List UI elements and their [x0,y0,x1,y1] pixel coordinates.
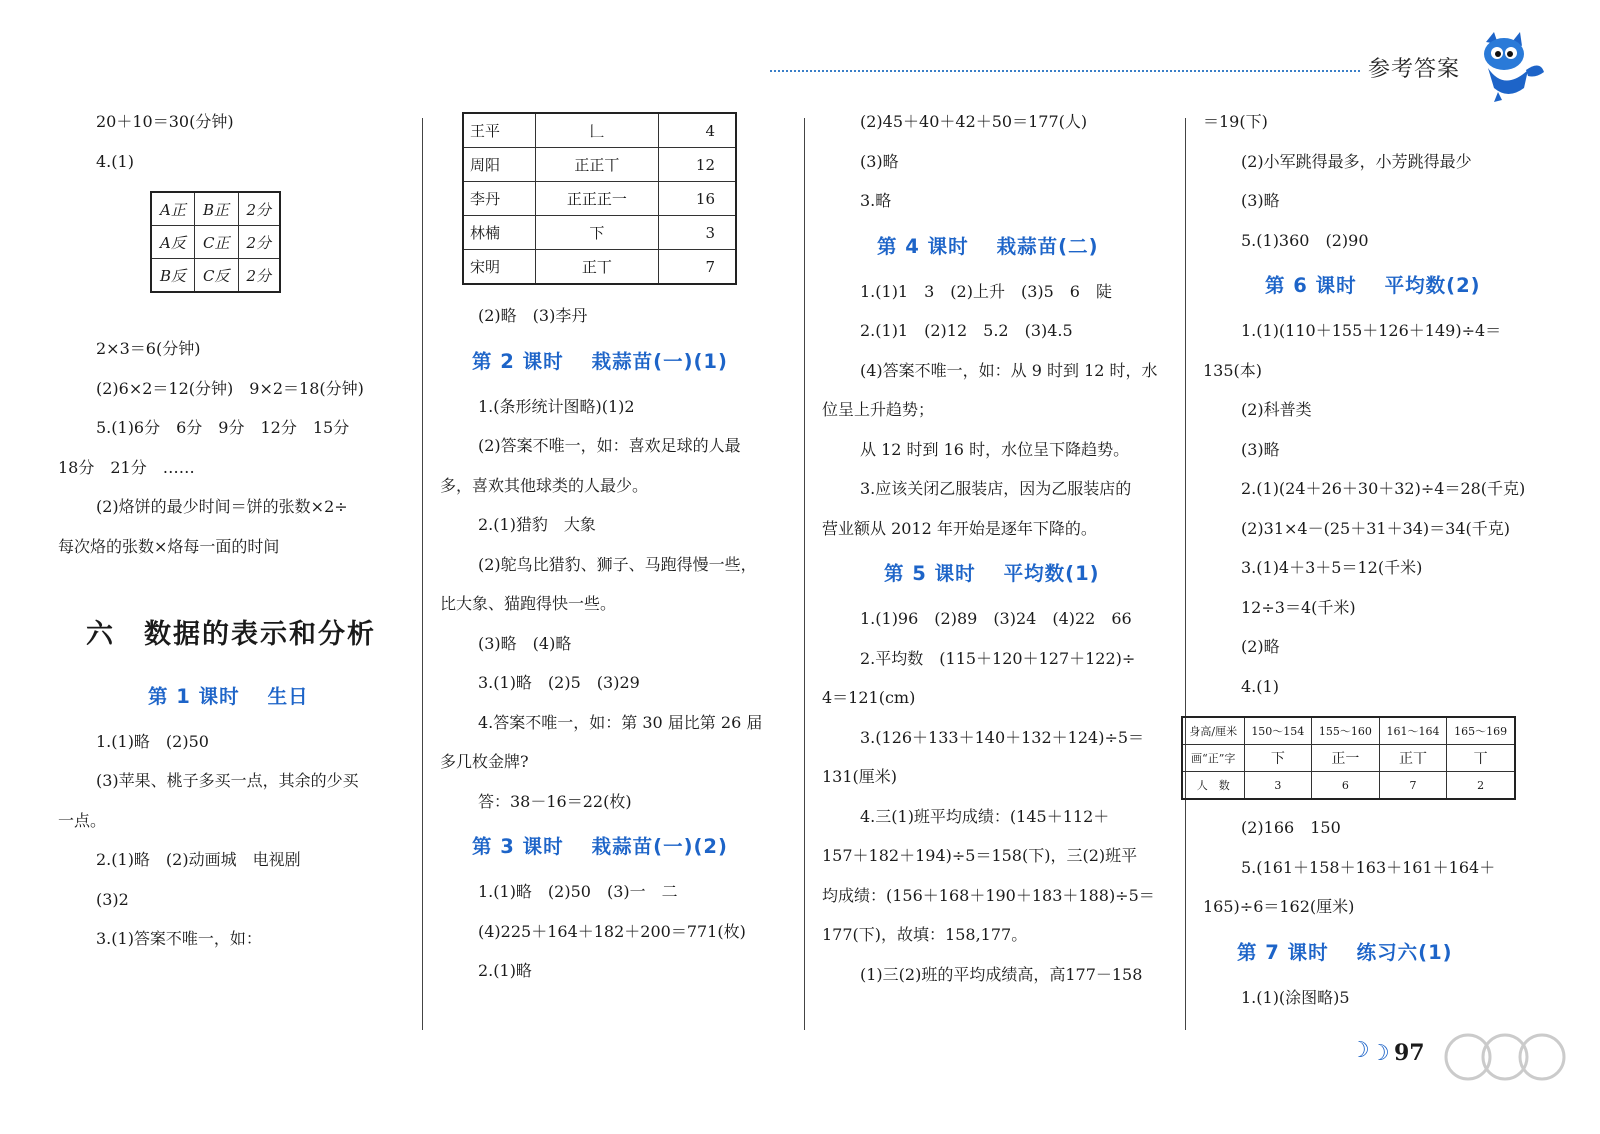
table-cell: 2 [1447,772,1515,800]
table-cell: 12 [658,148,736,182]
table-cell: 7 [658,250,736,285]
answer-line: (1)三(2)班的平均成绩高，高177－158 [860,964,1143,984]
table-row [1182,745,1515,772]
lesson-heading [1203,937,1548,965]
answer-line: 165)÷6＝162(厘米) [1203,897,1355,916]
column-4 [1189,112,1548,1027]
answer-line: 3.(1)答案不唯一，如： [96,929,262,948]
column-1 [58,112,398,969]
table-cell: 150～154 [1244,717,1312,745]
table-cell: 李丹 [463,182,536,216]
table-cell: B反 [151,259,195,293]
answer-line: ＝19(下) [1203,112,1268,131]
table-cell: A正 [151,192,195,226]
header-dotted-rule [770,70,1360,72]
answer-line: 2.(1)(24＋26＋30＋32)÷4＝28(千克) [1241,479,1526,498]
table-row [463,216,736,250]
table-cell: 林楠 [463,216,536,250]
answer-line: 18分 21分 …… [58,457,195,477]
tally-cell: 正一 [1312,745,1380,772]
header-title: 参考答案 [1368,57,1461,82]
answer-line: 1.(1)略 (2)50 [96,731,209,751]
column-divider [804,118,805,1030]
coin-toss-table [150,191,281,293]
lesson-number: 第 5 课时 [884,562,976,585]
tally-cell: 正正正一 [536,182,658,216]
answer-line: 2.(1)略 [478,961,532,980]
answer-line: 1.(1)(涂图略)5 [1241,987,1350,1007]
answer-line: 2.(1)猎豹 大象 [478,515,596,534]
answer-line: (2)略 [1241,637,1280,656]
column-3 [822,112,1167,1004]
answer-line: 4.三(1)班平均成绩：(145＋112＋ [860,806,1110,826]
table-row [1182,772,1515,800]
lesson-heading [440,346,765,374]
tally-cell: 下 [1244,745,1312,772]
lesson-heading [822,231,1167,259]
answer-line: 营业额从 2012 年开始是逐年下降的。 [822,518,1097,538]
answer-line: 3.(1)4＋3＋5＝12(千米) [1241,558,1423,577]
table-cell: 2分 [238,259,280,293]
answer-line: (2)31×4－(25＋31＋34)＝34(千克) [1241,518,1511,538]
answer-line: 多，喜欢其他球类的人最少。 [440,475,649,495]
table-cell: 2分 [238,226,280,259]
tally-cell: 下 [536,216,658,250]
lesson-number: 第 7 课时 [1237,940,1329,964]
answer-line: (2)6×2＝12(分钟) 9×2＝18(分钟) [96,378,364,398]
answer-line: 131(厘米) [822,767,898,786]
answer-line: (2)鸵鸟比猎豹、狮子、马跑得慢一些， [478,554,757,574]
lesson-title: 栽蒜苗(二) [996,234,1099,258]
answer-line: 一点。 [58,810,107,830]
lesson-title: 生日 [267,684,309,708]
answer-line: 均成绩：(156＋168＋190＋183＋188)÷5＝ [822,885,1155,905]
answer-line: (2)烙饼的最少时间＝饼的张数×2÷ [96,497,348,516]
lesson-title: 栽蒜苗(一)(1) [591,349,728,373]
table-row [463,148,736,182]
table-cell: C正 [195,226,238,259]
answer-line: (2)小军跳得最多，小芳跳得最少 [1241,151,1472,171]
table-row [151,192,280,226]
answer-line: 12÷3＝4(千米) [1241,597,1356,617]
table-row [463,182,736,216]
page-number: 97 [1394,1040,1425,1066]
answer-line: 2.(1)略 (2)动画城 电视剧 [96,850,301,869]
lesson-heading [1203,270,1548,298]
column-divider [1185,118,1186,1030]
table-row [151,226,280,259]
answer-line: 4.答案不唯一，如：第 30 届比第 26 届 [478,712,763,732]
answer-line: 5.(161＋158＋163＋161＋164＋ [1241,857,1496,877]
answer-line: 4.(1) [1241,676,1279,696]
answer-line: (2)略 (3)李丹 [478,306,588,325]
answer-line: (3)苹果、桃子多买一点，其余的少买 [96,771,359,790]
answer-line: (4)225＋164＋182＋200＝771(枚) [478,921,746,941]
table-row [151,259,280,293]
height-tally-table [1181,716,1516,800]
answer-line: 5.(1)360 (2)90 [1241,230,1369,250]
answer-line: 1.(1)96 (2)89 (3)24 (4)22 66 [860,609,1132,628]
answer-line: 多几枚金牌? [440,752,529,771]
moon-icon: ☽ [1350,1038,1370,1063]
lesson-number: 第 4 课时 [877,234,969,258]
table-cell: 6 [1312,772,1380,800]
table-cell: 2分 [238,192,280,226]
table-cell: 3 [658,216,736,250]
lesson-heading [440,831,765,859]
answer-line: 4＝121(cm) [822,688,916,707]
answer-line: (3)略 [1241,191,1280,210]
answer-line: (2)45＋40＋42＋50＝177(人) [860,112,1088,131]
column-2 [440,112,765,1001]
answer-line: 位呈上升趋势； [822,400,935,419]
answer-line: 2×3＝6(分钟) [96,339,201,358]
answer-line: 1.(1)1 3 (2)上升 (3)5 6 陡 [860,281,1112,301]
table-cell: 4 [658,113,736,148]
answer-line: 135(本) [1203,360,1263,380]
answer-line: (2)166 150 [1241,818,1341,837]
answer-line: (3)略 (4)略 [478,633,572,653]
lesson-number: 第 2 课时 [472,349,564,373]
table-cell: B正 [195,192,238,226]
unit-heading: 六 数据的表示和分析 [86,618,376,650]
answer-line: 5.(1)6分 6分 9分 12分 15分 [96,418,350,437]
table-cell: 身高/厘米 [1182,717,1244,745]
answer-line: 2.平均数 (115＋120＋127＋122)÷ [860,648,1136,668]
table-cell: 165～169 [1447,717,1515,745]
moon-icon: ☽ [1370,1041,1390,1066]
answer-line: (3)2 [96,889,129,909]
tally-table [462,112,737,285]
table-cell: 画“正”字 [1182,745,1244,772]
tally-cell: 正正丅 [536,148,658,182]
table-cell: 161～164 [1379,717,1447,745]
answer-line: 4.(1) [96,151,134,171]
answer-line: (2)答案不唯一，如：喜欢足球的人最 [478,436,741,455]
table-cell: 宋明 [463,250,536,285]
answer-line: 从 12 时到 16 时，水位呈下降趋势。 [860,439,1130,459]
answer-line: 1.(条形统计图略)(1)2 [478,396,635,416]
tally-cell: 丅 [1447,745,1515,772]
answer-line: 1.(1)略 (2)50 (3)一 二 [478,882,678,901]
answer-line: 3.应该关闭乙服装店，因为乙服装店的 [860,479,1132,498]
answer-line: 1.(1)(110＋155＋126＋149)÷4＝ [1241,321,1502,340]
lesson-title: 练习六(1) [1356,940,1453,964]
table-row [463,113,736,148]
table-cell: 155～160 [1312,717,1380,745]
answer-line: 177(下)，故填：158,177。 [822,925,1028,944]
answer-line: (2)科普类 [1241,400,1312,419]
table-cell: 周阳 [463,148,536,182]
lesson-number: 第 3 课时 [472,835,564,858]
table-cell: 16 [658,182,736,216]
table-row [1182,717,1515,745]
table-cell: 王平 [463,113,536,148]
table-cell: 3 [1244,772,1312,800]
lesson-number: 第 6 课时 [1265,274,1357,297]
tally-cell: 正丅 [1379,745,1447,772]
table-row [463,250,736,285]
answer-line: (4)答案不唯一，如：从 9 时到 12 时，水 [860,360,1158,380]
table-cell: 7 [1379,772,1447,800]
answer-line: 每次烙的张数×烙每一面的时间 [58,536,280,556]
lesson-title: 平均数(2) [1384,274,1481,297]
answer-line: 答：38－16＝22(枚) [478,791,632,811]
answer-line: (3)略 [1241,439,1280,459]
answer-line: 20＋10＝30(分钟) [96,112,234,131]
answer-line: 3.略 [860,191,892,210]
answer-line: 3.(126＋133＋140＋132＋124)÷5＝ [860,727,1145,747]
tally-cell: 𠃊 [536,113,658,148]
answer-line: 比大象、猫跑得快一些。 [440,594,617,613]
mascot-icon [1468,30,1548,104]
answer-line: (3)略 [860,151,899,171]
answer-line: 157＋182＋194)÷5＝158(下)，三(2)班平 [822,846,1138,865]
lesson-title: 栽蒜苗(一)(2) [591,835,728,858]
table-cell: 人 数 [1182,772,1244,800]
watermark-logo-icon [1440,1025,1570,1105]
table-cell: A反 [151,226,195,259]
lesson-title: 平均数(1) [1003,562,1100,585]
answer-line: 3.(1)略 (2)5 (3)29 [478,673,640,692]
table-cell: C反 [195,259,238,293]
lesson-heading [58,681,398,709]
lesson-heading [822,558,1167,586]
tally-cell: 正丅 [536,250,658,285]
answer-line: 2.(1)1 (2)12 5.2 (3)4.5 [860,321,1073,340]
lesson-number: 第 1 课时 [148,684,240,708]
column-divider [422,118,423,1030]
